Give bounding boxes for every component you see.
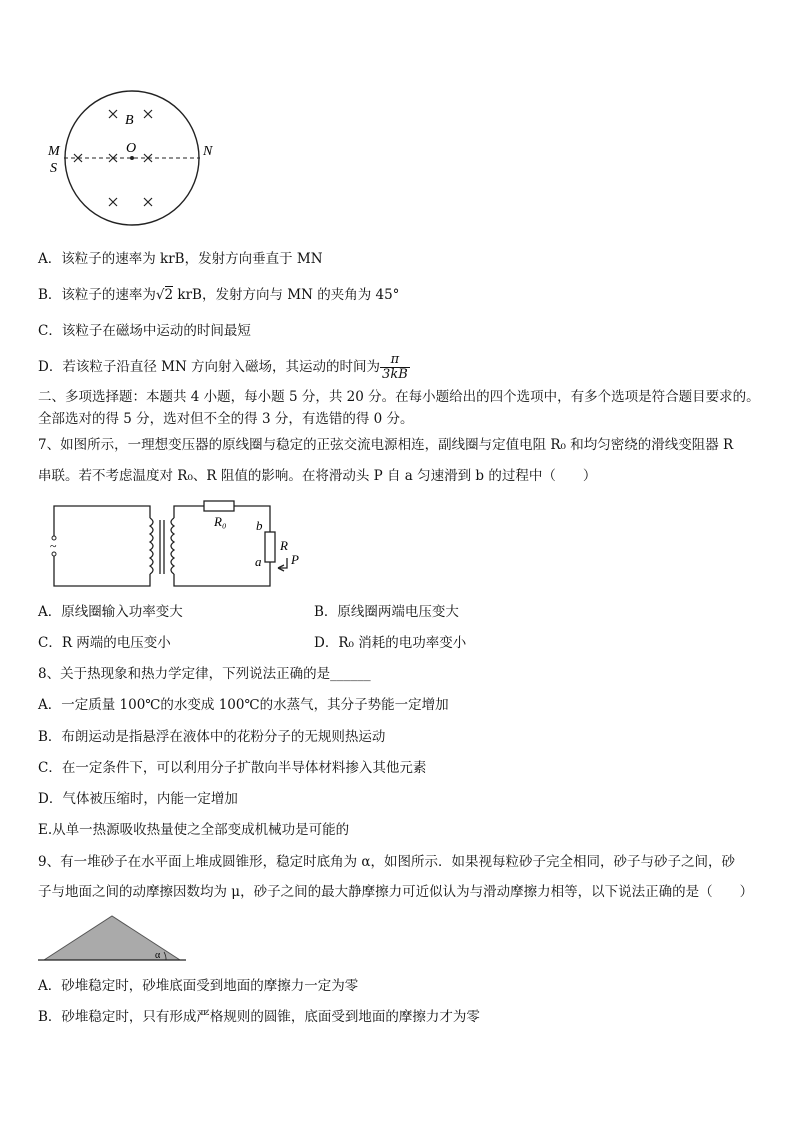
label-N: N	[203, 144, 213, 159]
label-S: S	[50, 161, 57, 176]
q6-option-b: B．该粒子的速率为√2 krB，发射方向与 MN 的夹角为 45°	[38, 287, 400, 303]
q6-option-a: A．该粒子的速率为 krB，发射方向垂直于 MN	[38, 251, 323, 267]
q7-stem-2: 串联。若不考虑温度对 R₀、R 阻值的影响。在将滑动头 P 自 a 匀速滑到 b 的过程中（ ）	[38, 468, 597, 484]
label-R: R	[280, 538, 288, 553]
transformer-circuit-figure	[42, 498, 312, 593]
magnetic-field-figure	[40, 88, 240, 238]
q7-option-a: A．原线圈输入功率变大	[38, 604, 183, 620]
q8-stem: 8、关于热现象和热力学定律，下列说法正确的是______	[38, 666, 371, 682]
q8-option-a: A．一定质量 100℃的水变成 100℃的水蒸气，其分子势能一定增加	[38, 697, 449, 713]
ac-source-symbol: ~	[50, 539, 57, 553]
label-O: O	[126, 141, 137, 156]
q9-option-b: B．砂堆稳定时，只有形成严格规则的圆锥，底面受到地面的摩擦力才为零	[38, 1009, 480, 1025]
label-M: M	[48, 144, 60, 159]
q9-stem-1: 9、有一堆砂子在水平面上堆成圆锥形，稳定时底角为 α，如图所示．如果视每粒砂子完全相同，砂子与砂子之间，砂	[38, 854, 735, 870]
q8-option-b: B．布朗运动是指悬浮在液体中的花粉分子的无规则热运动	[38, 729, 386, 745]
q6-option-d: D．若该粒子沿直径 MN 方向射入磁场，其运动的时间为 $\frac{\pi}{3kB}$	[38, 352, 408, 382]
label-b: b	[256, 518, 263, 533]
label-P: P	[291, 552, 299, 567]
q6-option-c: C．该粒子在磁场中运动的时间最短	[38, 323, 251, 339]
section2-line2: 全部选对的得 5 分，选对但不全的得 3 分，有选错的得 0 分。	[38, 411, 414, 427]
q7-option-c: C．R 两端的电压变小	[38, 635, 171, 651]
label-B: B	[125, 113, 134, 128]
label-a: a	[255, 554, 262, 569]
label-alpha: α	[155, 950, 161, 961]
q7-stem-1: 7、如图所示，一理想变压器的原线圈与稳定的正弦交流电源相连，副线圈与定值电阻 R₀ 和均匀密绕的滑线变阻器 R	[38, 437, 734, 453]
label-R0: R₀	[214, 514, 227, 529]
q8-option-c: C．在一定条件下，可以利用分子扩散向半导体材料掺入其他元素	[38, 760, 427, 776]
q9-option-a: A．砂堆稳定时，砂堆底面受到地面的摩擦力一定为零	[38, 978, 359, 994]
q9-stem-2: 子与地面之间的动摩擦因数均为 μ，砂子之间的最大静摩擦力可近似认为与滑动摩擦力相等，以下说法正确的是（ ）	[38, 884, 754, 900]
q7-option-b: B．原线圈两端电压变大	[314, 604, 459, 620]
q8-option-e: E.从单一热源吸收热量使之全部变成机械功是可能的	[38, 822, 350, 838]
section2-line1: 二、多项选择题：本题共 4 小题，每小题 5 分，共 20 分。在每小题给出的四个选项中，有多个选项是符合题目要求的。	[38, 389, 760, 405]
q8-option-d: D．气体被压缩时，内能一定增加	[38, 791, 238, 807]
sand-cone-figure	[36, 910, 186, 965]
q7-option-d: D．R₀ 消耗的电功率变小	[314, 635, 467, 651]
